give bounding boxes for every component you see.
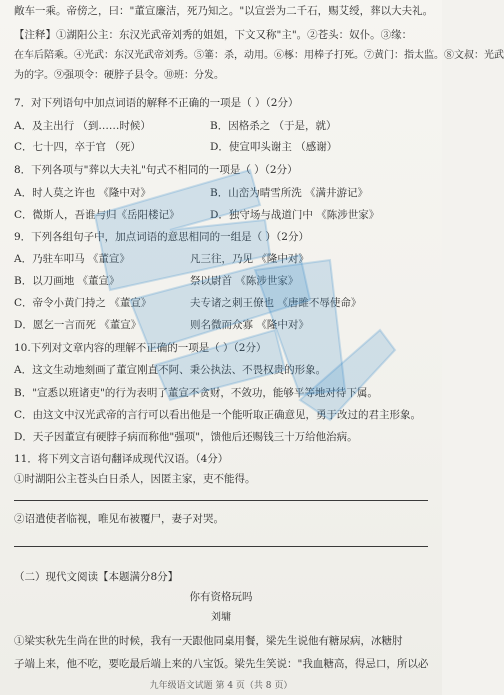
- article-paragraph-line-1: ①梁实秋先生尚在世的时候，我有一天跟他同桌用餐，梁先生说他有糖尿病，冰糖肘: [14, 635, 403, 647]
- notes-line-2: 在车后陪乘。④光武：东汉光武帝刘秀。⑤箠：杀，动用。⑥椓：用棒子打死。⑦黄门：指太监。⑧文叔：光武: [14, 50, 504, 61]
- q11-sentence-2: ②诏遣使者临视，唯见布被覆尸，妻子对哭。: [14, 513, 224, 525]
- page-footer: 九年级语文试题 第 4 页（共 8 页）: [149, 681, 293, 691]
- q7-option-a: A．及主出行 （到……时候）: [14, 120, 151, 132]
- answer-line-1: [14, 500, 428, 501]
- notes-line-1: 【注释】①湖阳公主：东汉光武帝刘秀的姐姐，下文又称"主"。②苍头：奴仆。③缘：: [14, 29, 413, 41]
- question-7: 7．对下列语句中加点词语的解释不正确的一项是（ ）（2分）: [14, 97, 299, 109]
- q9-option-b-right: 祭以尉首 《陈涉世家》: [190, 275, 299, 287]
- q9-option-b-left: B．以刀画地 《董宣》: [14, 275, 120, 287]
- q9-option-a-left: A．乃驻车叩马 《董宣》: [14, 253, 130, 265]
- notes-line-3: 为的字。⑨强项令：硬脖子县令。⑩班：分发。: [14, 70, 224, 81]
- q8-option-c: C．微斯人，吾谁与归《岳阳楼记》: [14, 209, 180, 221]
- q11-sentence-1: ①时湖阳公主苍头白日杀人，因匿主家，吏不能得。: [14, 473, 256, 485]
- q9-option-d-left: D．愿乞一言而死 《董宣》: [14, 319, 142, 331]
- q10-option-a: A．这文生动地刻画了董宣刚直不阿、秉公执法、不畏权贵的形象。: [14, 364, 327, 376]
- section-2-heading: （二）现代文阅读【本题满分8分】: [14, 571, 179, 583]
- q10-option-c: C．由这文中汉光武帝的言行可以看出他是一个能听取正确意见，勇于改过的君主形象。: [14, 409, 422, 421]
- q8-option-a: A．时人莫之许也 《隆中对》: [14, 187, 151, 199]
- question-8: 8．下列各项与"葬以大夫礼"句式不相同的一项是（ ）（2分）: [14, 164, 298, 176]
- q10-option-b: B．"宣悉以班诸吏"的行为表明了董宣不贪财，不敛功，能够平等地对待下属。: [14, 387, 378, 399]
- article-title: 你有资格玩吗: [189, 591, 253, 603]
- question-10: 10.下列对文章内容的理解不正确的一项是（ ）（2分）: [14, 342, 267, 354]
- q10-option-d: D．天子因董宣有硬脖子病而称他"强项"，馈他后还赐钱三十万给他治病。: [14, 431, 358, 443]
- article-author: 刘墉: [211, 612, 231, 623]
- q9-option-d-right: 则名微而众寡 《隆中对》: [190, 319, 309, 331]
- question-11: 11．将下列文言语句翻译成现代汉语。（4分）: [14, 453, 229, 465]
- q7-option-b: B．因格杀之 （于是，就）: [210, 120, 337, 132]
- question-9: 9．下列各组句子中，加点词语的意思相同的一组是（ ）（2分）: [14, 231, 309, 243]
- passage-ending-line: 敞车一乘。帝傍之，曰："董宣廉洁，死乃知之。"以宣尝为二千石，赐艾绶，葬以大夫礼。: [14, 5, 434, 17]
- q7-option-d: D．使宣叩头谢主 （感谢）: [210, 141, 338, 153]
- q8-option-d: D．独守场与战道门中 《陈涉世家》: [210, 209, 380, 221]
- q7-option-c: C．七十四，卒于官 （死）: [14, 141, 141, 153]
- q9-option-c-left: C．帝令小黄门持之 《董宣》: [14, 297, 152, 309]
- answer-line-2: [14, 546, 428, 547]
- q9-option-a-right: 凡三往，乃见 《隆中对》: [190, 253, 309, 265]
- article-paragraph-line-2: 子端上来，他不吃，要吃最后端上来的八宝饭。梁先生笑说："我血糖高，得忌口，所以必: [14, 658, 429, 670]
- q8-option-b: B．山峦为晴雪所洗 《满井游记》: [210, 187, 369, 199]
- q9-option-c-right: 夫专诸之刺王僚也 《唐雎不辱使命》: [190, 297, 362, 309]
